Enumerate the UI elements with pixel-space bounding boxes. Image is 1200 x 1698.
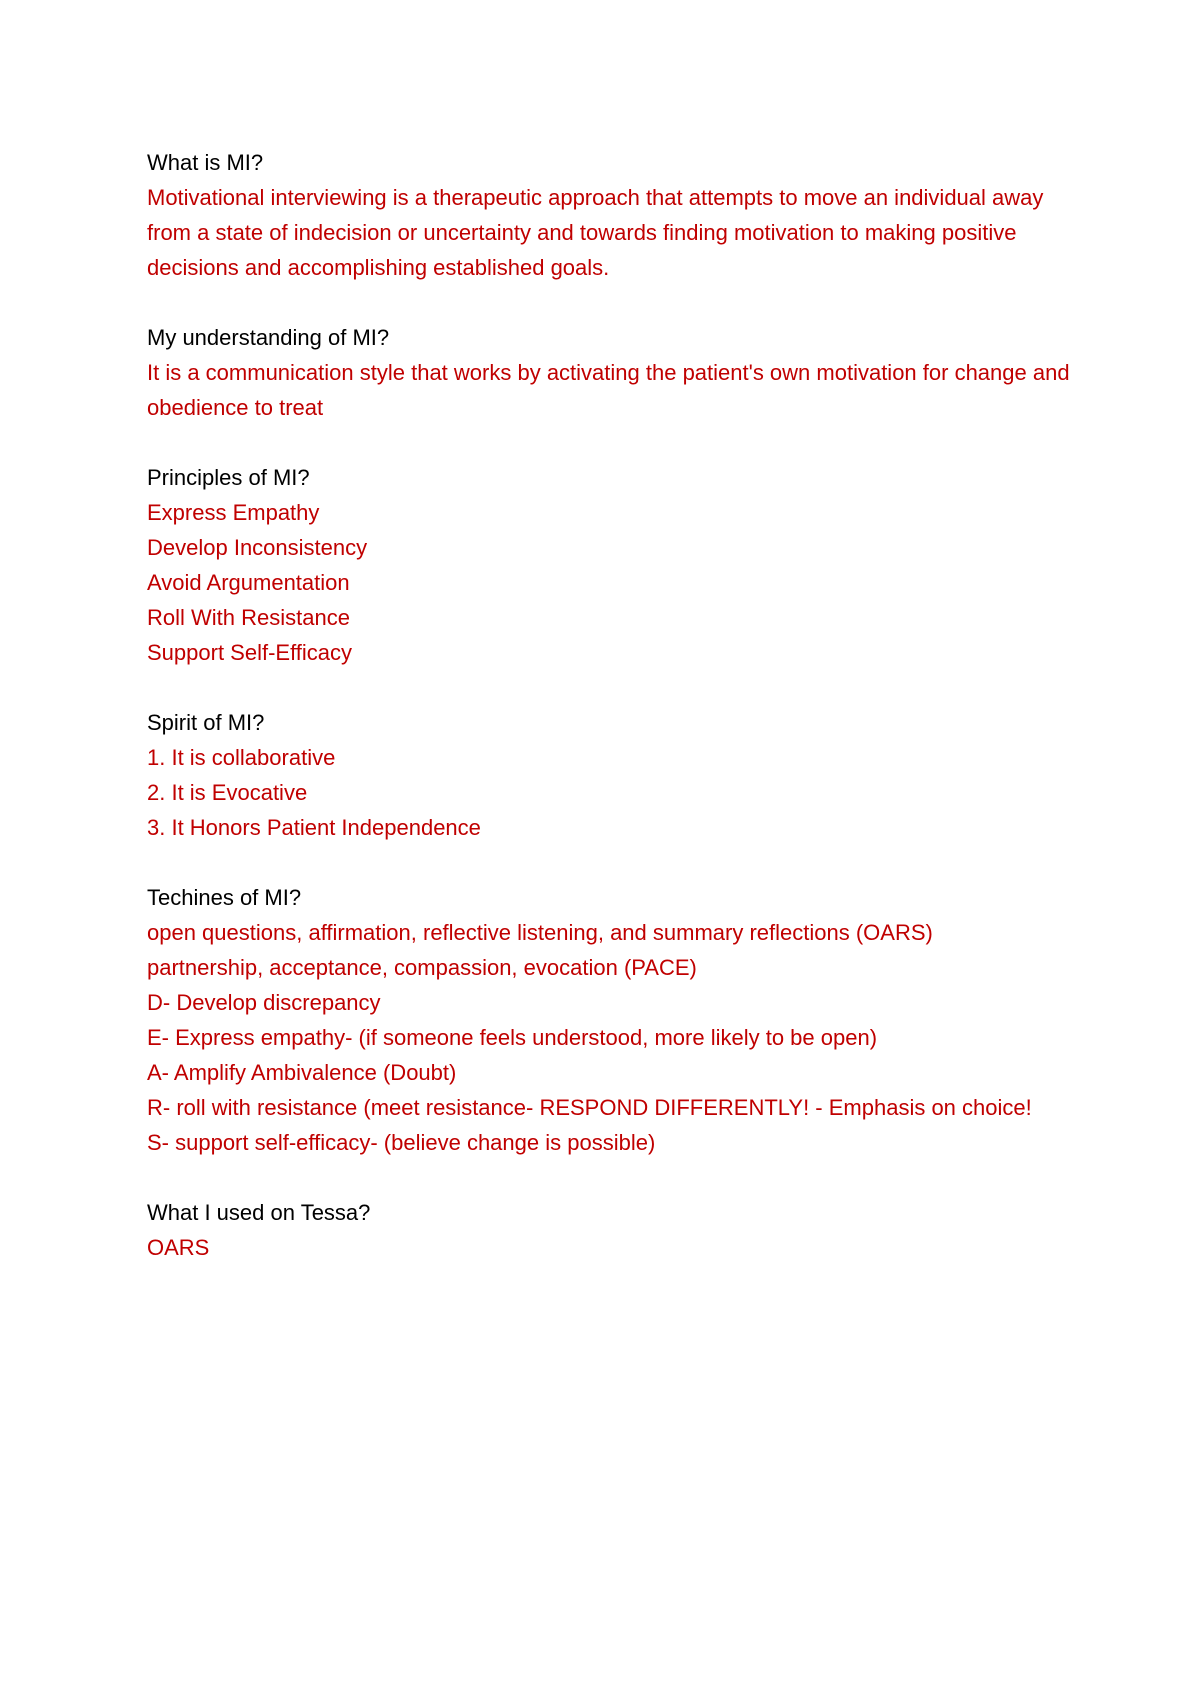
- list-item: 2. It is Evocative: [147, 780, 308, 805]
- section-what-is-mi: [147, 145, 1077, 285]
- section-answer: [147, 355, 1077, 425]
- list-item: Support Self-Efficacy: [147, 640, 353, 665]
- section-answer: [147, 915, 1077, 1160]
- list-item: S- support self-efficacy- (believe change is possible): [147, 1130, 656, 1155]
- list-item: D- Develop discrepancy: [147, 990, 381, 1015]
- document-body: [147, 145, 1077, 1300]
- list-item: 1. It is collaborative: [147, 745, 336, 770]
- section-question: My understanding of MI?: [147, 325, 390, 350]
- answer-line: It is a communication style that works by activating the patient's own motivation for change and obedience to treat: [147, 360, 1070, 420]
- section-principles: [147, 460, 1077, 670]
- section-answer: [147, 1230, 1077, 1265]
- list-item: Develop Inconsistency: [147, 535, 368, 560]
- section-answer: [147, 740, 1077, 845]
- section-question: What is MI?: [147, 150, 264, 175]
- section-question: What I used on Tessa?: [147, 1200, 371, 1225]
- list-item: A- Amplify Ambivalence (Doubt): [147, 1060, 457, 1085]
- section-answer: [147, 495, 1077, 670]
- section-spirit: [147, 705, 1077, 845]
- section-question: Principles of MI?: [147, 465, 310, 490]
- list-item: Avoid Argumentation: [147, 570, 350, 595]
- list-item: R- roll with resistance (meet resistance- RESPOND DIFFERENTLY! - Emphasis on choice!: [147, 1095, 1032, 1120]
- list-item: E- Express empathy- (if someone feels understood, more likely to be open): [147, 1025, 878, 1050]
- answer-line: OARS: [147, 1235, 210, 1260]
- section-my-understanding: [147, 320, 1077, 425]
- list-item: Roll With Resistance: [147, 605, 350, 630]
- section-question: Spirit of MI?: [147, 710, 265, 735]
- section-used-on-tessa: [147, 1195, 1077, 1265]
- list-item: 3. It Honors Patient Independence: [147, 815, 481, 840]
- list-item: Express Empathy: [147, 500, 320, 525]
- list-item: partnership, acceptance, compassion, evocation (PACE): [147, 955, 697, 980]
- answer-line: Motivational interviewing is a therapeutic approach that attempts to move an individual away from a state of indecision or uncertainty and towards finding motivation to making positive decisions and accomplishing established goals.: [147, 185, 1044, 280]
- section-question: Techines of MI?: [147, 885, 302, 910]
- list-item: open questions, affirmation, reflective listening, and summary reflections (OARS): [147, 920, 933, 945]
- section-techniques: [147, 880, 1077, 1160]
- section-answer: [147, 180, 1077, 285]
